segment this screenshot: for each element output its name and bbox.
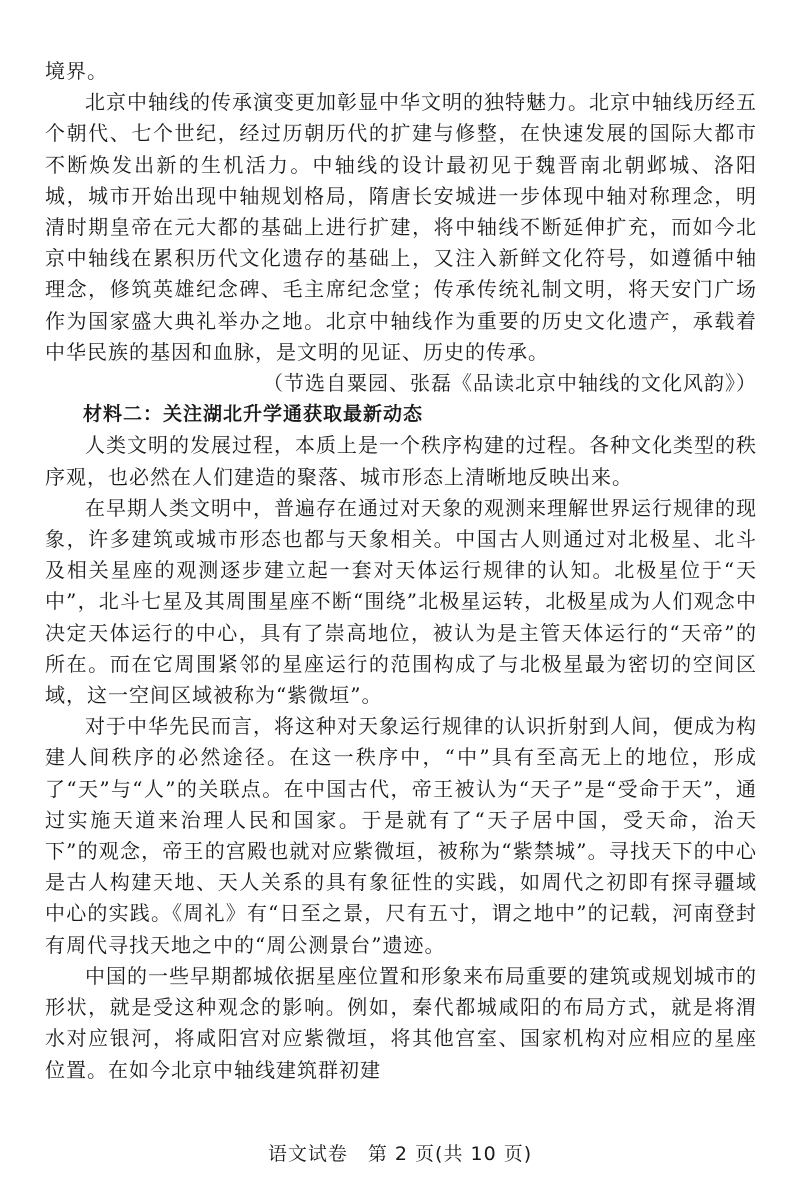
paragraph-celestial-observation: 在早期人类文明中，普遍存在通过对天象的观测来理解世界运行规律的现象，许多建筑或城市形态也都与天象相关。中国古人则通过对北极星、北斗及相关星座的观测逐步建立起一套对天体运行规律的认知。北极星位于“天中”，北斗七星及其周围星座不断“围绕”北极星运转，北极星成为人们观念中决定天体运行的中心，具有了崇高地位，被认为是主管天体运行的“天帝”的所在。而在它周围紧邻的星座运行的范围构成了与北极星最为密切的空间区域，这一空间区域被称为“紫微垣”。 bbox=[45, 495, 757, 708]
paragraph-central-axis: 北京中轴线的传承演变更加彰显中华文明的独特魅力。北京中轴线历经五个朝代、七个世纪，经过历朝历代的扩建与修整，在快速发展的国际大都市不断焕发出新的生机活力。中轴线的设计最初见于魏晋南北朝邺城、洛阳城，城市开始出现中轴规划格局，隋唐长安城进一步体现中轴对称理念，明清时期皇帝在元大都的基础上进行扩建，将中轴线不断延伸扩充，而如今北京中轴线在累积历代文化遗存的基础上，又注入新鲜文化符号，如遵循中轴理念，修筑英雄纪念碑、毛主席纪念堂；传承传统礼制文明，将天安门广场作为国家盛大典礼举办之地。北京中轴线作为重要的历史文化遗产，承载着中华民族的基因和血脉，是文明的见证、历史的传承。 bbox=[45, 90, 757, 364]
source-citation: （节选自粟园、张磊《品读北京中轴线的文化风韵》） bbox=[263, 371, 757, 396]
paragraph-order-civilization: 人类文明的发展过程，本质上是一个秩序构建的过程。各种文化类型的秩序观，也必然在人们建造的聚落、城市形态上清晰地反映出来。 bbox=[45, 433, 757, 489]
document-page bbox=[45, 56, 757, 1086]
section-title: 材料二：关注湖北升学通获取最新动态 bbox=[83, 403, 424, 426]
paragraph-continued: 境界。 bbox=[45, 59, 108, 83]
paragraph-early-capitals: 中国的一些早期都城依据星座位置和形象来布局重要的建筑或规划城市的形状，就是受这种观念的影响。例如，秦代都城咸阳的布局方式，就是将渭水对应银河，将咸阳宫对应紫微垣，将其他宫室、国家机构对应相应的星座位置。在如今北京中轴线建筑群初建 bbox=[45, 963, 757, 1082]
page-footer: 语文试卷 第 2 页(共 10 页) bbox=[267, 1143, 533, 1165]
paragraph-human-order: 对于中华先民而言，将这种对天象运行规律的认识折射到人间，便成为构建人间秩序的必然途径。在这一秩序中，“中”具有至高无上的地位，形成了“天”与“人”的关联点。在中国古代，帝王被认为“天子”是“受命于天”，通过实施天道来治理人民和国家。于是就有了“天子居中国，受天命，治天下”的观念，帝王的宫殿也就对应紫微垣，被称为“紫禁城”。寻找天下的中心是古人构建天地、天人关系的具有象征性的实践，如周代之初即有探寻疆域中心的实践。《周礼》有“日至之景，尺有五寸，谓之地中”的记载，河南登封有周代寻找天地之中的“周公测景台”遗迹。 bbox=[45, 714, 757, 957]
